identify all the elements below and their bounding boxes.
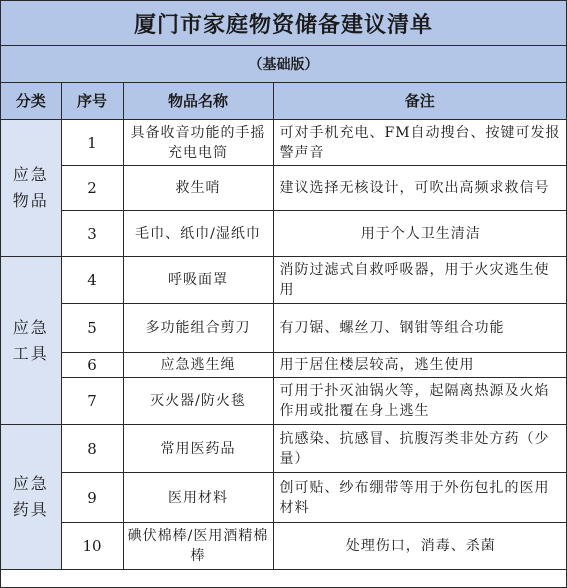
category-cell-emergency-tools [1,257,61,425]
category-label: 应急工具 [12,317,49,363]
item-note: 消防过滤式自救呼吸器，用于火灾逃生使用 [273,257,566,304]
item-name: 医用材料 [123,473,273,523]
item-name: 多功能组合剪刀 [123,304,273,353]
table-row [1,425,566,473]
table-row [1,257,566,304]
category-label: 应急物品 [12,165,49,210]
table-row [1,166,566,211]
item-note: 用于个人卫生清洁 [273,211,566,257]
item-note: 有刀锯、螺丝刀、钢钳等组合功能 [273,304,566,353]
category-label: 应急药具 [12,474,49,519]
item-number: 8 [61,425,123,473]
item-note: 可对手机充电、FM自动搜台、按键可发报警声音 [273,120,566,166]
item-name: 具备收音功能的手摇充电电筒 [123,120,273,166]
page-title: 厦门市家庭物资储备建议清单 [1,1,566,46]
checklist-table [1,83,566,570]
item-note: 可用于扑灭油锅火等，起隔离热源及火焰作用或批覆在身上逃生 [273,378,566,425]
item-name: 灭火器/防火毯 [123,378,273,425]
item-number: 5 [61,304,123,353]
item-name: 常用医药品 [123,425,273,473]
item-note: 用于居住楼层较高，逃生使用 [273,353,566,378]
table-row [1,523,566,570]
header-category: 分类 [1,83,61,120]
category-cell-emergency-medical [1,425,61,570]
item-number: 7 [61,378,123,425]
item-note: 建议选择无核设计，可吹出高频求救信号 [273,166,566,211]
table-row [1,353,566,378]
header-number: 序号 [61,83,123,120]
item-name: 应急逃生绳 [123,353,273,378]
item-number: 9 [61,473,123,523]
table-row [1,304,566,353]
item-number: 3 [61,211,123,257]
item-name: 救生哨 [123,166,273,211]
category-cell-emergency-items [1,120,61,257]
item-number: 4 [61,257,123,304]
item-number: 1 [61,120,123,166]
table-row [1,378,566,425]
header-item-name: 物品名称 [123,83,273,120]
table-header-row [1,83,566,120]
item-name: 毛巾、纸巾/湿纸巾 [123,211,273,257]
item-note: 创可贴、纱布绷带等用于外伤包扎的医用材料 [273,473,566,523]
item-name: 呼吸面罩 [123,257,273,304]
item-number: 10 [61,523,123,570]
item-name: 碘伏棉棒/医用酒精棉棒 [123,523,273,570]
item-number: 6 [61,353,123,378]
item-number: 2 [61,166,123,211]
item-note: 抗感染、抗感冒、抗腹泻类非处方药（少量） [273,425,566,473]
header-note: 备注 [273,83,566,120]
table-row [1,120,566,166]
item-note: 处理伤口，消毒、杀菌 [273,523,566,570]
page-subtitle: （基础版） [1,46,566,83]
table-row [1,473,566,523]
table-row [1,211,566,257]
